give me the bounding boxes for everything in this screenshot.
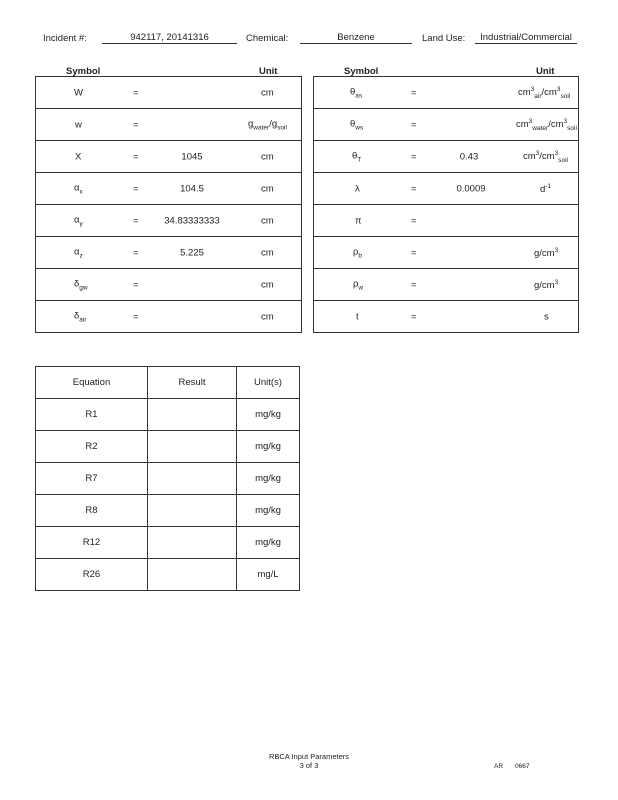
symbol-cell: $\rho_w$ (353, 278, 364, 291)
result-cell (148, 559, 237, 591)
equals-cell: = (411, 279, 417, 290)
unit-cell: mg/kg (237, 527, 300, 559)
symbol-cell: $\theta_T$ (352, 150, 362, 163)
equals-cell: = (411, 183, 417, 194)
equals-cell: = (133, 87, 139, 98)
value-cell: 1045 (181, 151, 203, 162)
table-row (314, 77, 578, 109)
table-row (36, 173, 301, 205)
table-row (36, 559, 300, 591)
unit-cell: $cm^3/cm^3_{soil}$ (523, 149, 568, 164)
chemical-label: Chemical: (246, 33, 289, 44)
equals-cell: = (133, 311, 139, 322)
right-unit-header: Unit (536, 66, 555, 77)
unit-cell: $g/cm^3$ (534, 278, 559, 291)
unit-cell: $g/cm^3$ (534, 246, 559, 259)
unit-cell: cm (261, 151, 274, 162)
table-row (36, 399, 300, 431)
equation-cell: R12 (36, 527, 148, 559)
units-header: Unit(s) (237, 367, 300, 399)
table-row (314, 173, 578, 205)
table-row (36, 141, 301, 173)
unit-cell: mg/kg (237, 495, 300, 527)
table-row (314, 237, 578, 269)
result-cell (148, 431, 237, 463)
table-row (314, 205, 578, 237)
unit-cell: mg/kg (237, 463, 300, 495)
table-header-row (36, 367, 300, 399)
unit-cell: cm (261, 183, 274, 194)
unit-cell: $cm^3_{water}/cm^3_{soil}$ (516, 117, 577, 132)
equals-cell: = (411, 215, 417, 226)
symbol-cell: t (356, 311, 359, 322)
table-row (36, 269, 301, 301)
equals-cell: = (133, 215, 139, 226)
unit-cell: cm (261, 311, 274, 322)
equation-cell: R2 (36, 431, 148, 463)
equals-cell: = (411, 119, 417, 130)
result-cell (148, 399, 237, 431)
value-cell: 0.43 (459, 151, 479, 162)
unit-cell: cm (261, 215, 274, 226)
table-row (314, 269, 578, 301)
unit-cell: cm (261, 279, 274, 290)
right-parameter-table (313, 76, 579, 333)
equals-cell: = (133, 279, 139, 290)
equation-table (35, 366, 300, 591)
value-cell: 34.83333333 (164, 215, 220, 226)
equals-cell: = (411, 247, 417, 258)
equals-cell: = (133, 119, 139, 130)
equals-cell: = (133, 151, 139, 162)
incident-value: 942117, 20141316 (102, 32, 237, 44)
table-row (314, 141, 578, 173)
unit-cell: $cm^3_{air}/cm^3_{soil}$ (518, 85, 571, 100)
symbol-cell: λ (355, 183, 360, 194)
equals-cell: = (411, 311, 417, 322)
symbol-cell: $\theta_{ws}$ (350, 118, 364, 131)
footer-stamp-right: 0667 (515, 763, 530, 770)
unit-cell: mg/L (237, 559, 300, 591)
table-row (36, 527, 300, 559)
equation-header: Equation (36, 367, 148, 399)
symbol-cell: $\alpha_y$ (74, 214, 83, 227)
equation-cell: R8 (36, 495, 148, 527)
unit-cell: cm (261, 247, 274, 258)
right-symbol-header: Symbol (344, 66, 379, 77)
left-parameter-table (35, 76, 302, 333)
incident-label: Incident #: (43, 33, 87, 44)
unit-cell: $g_{water}/g_{soil}$ (248, 118, 287, 131)
unit-cell: s (544, 311, 549, 322)
value-cell: 104.5 (180, 183, 204, 194)
equals-cell: = (133, 183, 139, 194)
footer-page: 3 of 3 (299, 761, 319, 770)
equation-cell: R1 (36, 399, 148, 431)
result-cell (148, 495, 237, 527)
equals-cell: = (411, 151, 417, 162)
unit-cell: mg/kg (237, 431, 300, 463)
symbol-cell: w (75, 119, 82, 130)
symbol-cell: X (75, 151, 82, 162)
symbol-cell: $\rho_b$ (353, 246, 363, 259)
symbol-cell: $\alpha_z$ (74, 246, 83, 259)
table-row (314, 301, 578, 332)
land-use-label: Land Use: (422, 33, 466, 44)
result-header: Result (148, 367, 237, 399)
table-row (36, 463, 300, 495)
unit-cell: $d^{-1}$ (540, 182, 552, 195)
table-row (36, 205, 301, 237)
table-row (36, 109, 301, 141)
equals-cell: = (133, 247, 139, 258)
table-row (36, 495, 300, 527)
table-row (36, 237, 301, 269)
table-row (36, 431, 300, 463)
unit-cell: mg/kg (237, 399, 300, 431)
symbol-cell: $\delta_{air}$ (74, 310, 87, 323)
symbol-cell: $\theta_{as}$ (350, 86, 363, 99)
table-row (314, 109, 578, 141)
equals-cell: = (411, 87, 417, 98)
value-cell: 5.225 (180, 247, 204, 258)
equation-cell: R26 (36, 559, 148, 591)
table-row (36, 77, 301, 109)
symbol-cell: W (74, 87, 83, 98)
footer-title: RBCA Input Parameters (268, 752, 350, 761)
footer-stamp-left: AR (494, 763, 504, 770)
chemical-value: Benzene (300, 32, 412, 44)
value-cell: 0.0009 (456, 183, 486, 194)
equation-cell: R7 (36, 463, 148, 495)
land-use-value: Industrial/Commercial (475, 32, 577, 44)
left-symbol-header: Symbol (66, 66, 101, 77)
result-cell (148, 527, 237, 559)
symbol-cell: $\delta_{gw}$ (74, 278, 88, 291)
left-unit-header: Unit (259, 66, 278, 77)
symbol-cell: π (355, 215, 362, 226)
unit-cell: cm (261, 87, 274, 98)
table-row (36, 301, 301, 332)
result-cell (148, 463, 237, 495)
symbol-cell: $\alpha_x$ (74, 182, 83, 195)
